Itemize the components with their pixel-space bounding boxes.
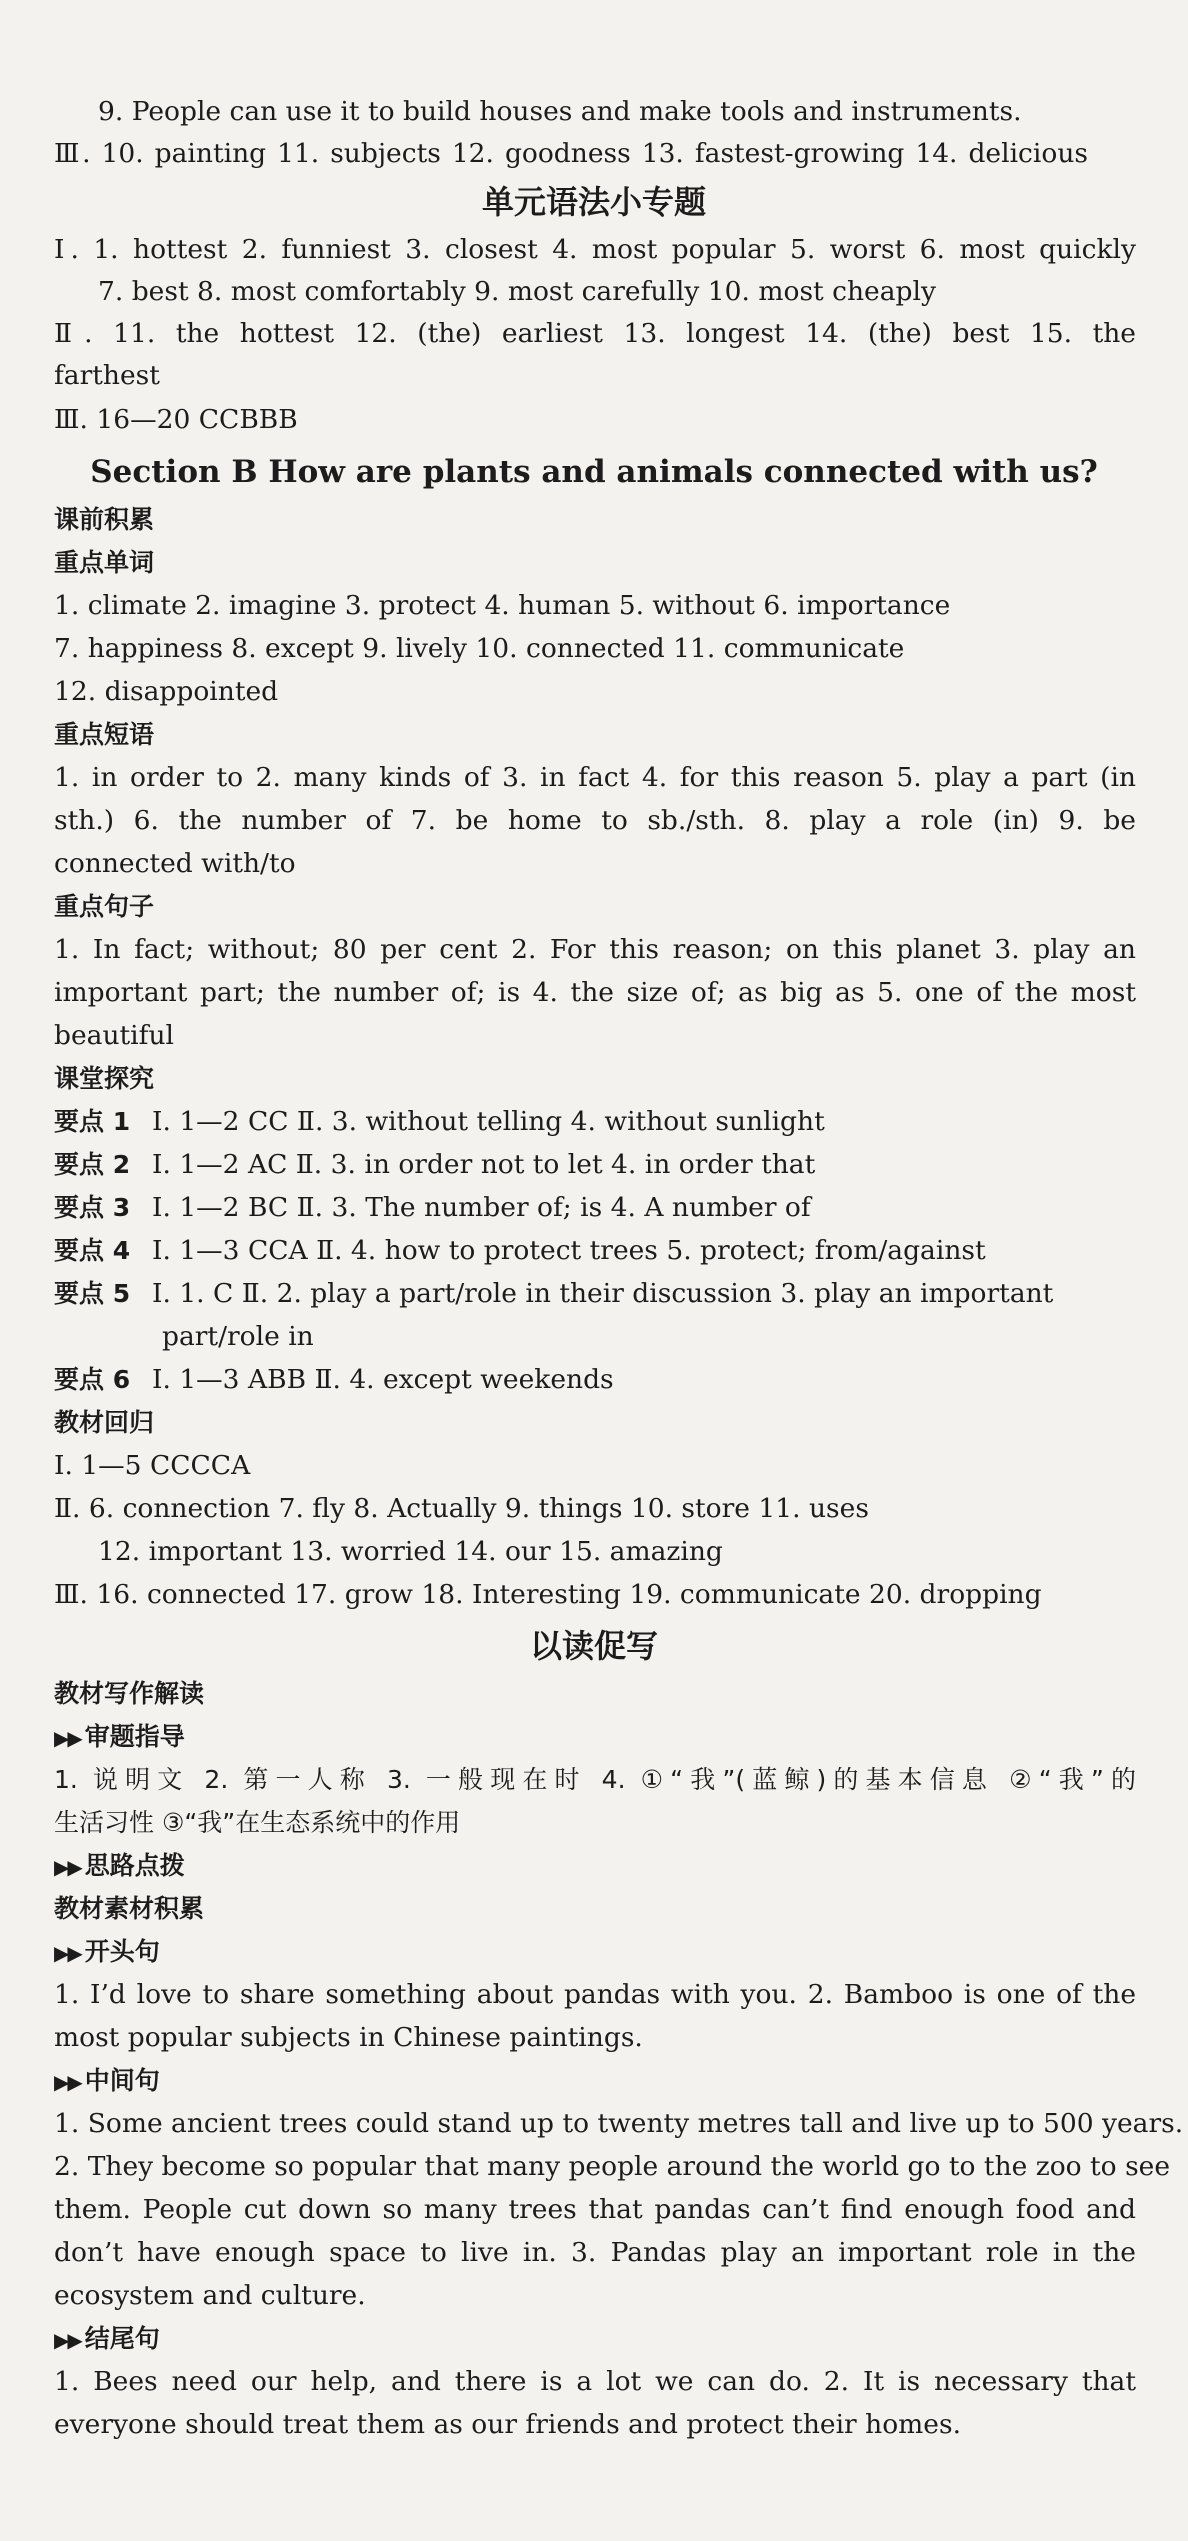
key-point-text: Ⅰ. 1—2 BC Ⅱ. 3. The number of; is 4. A number of [152, 1192, 811, 1223]
text-line: 12. important 13. worried 14. our 15. amazing [98, 1536, 723, 1567]
text-line: 1. climate 2. imagine 3. protect 4. human 5. without 6. importance [54, 590, 951, 621]
heading: ▶▶ 开头句 [54, 1937, 160, 1966]
key-point-label: 要点 3 [54, 1193, 131, 1222]
heading: ▶▶ 中间句 [54, 2066, 160, 2095]
key-point-label: 要点 6 [54, 1365, 131, 1394]
section-title: 以读促写 [529, 1627, 658, 1665]
text-line: Ⅲ. 16—20 CCBBB [54, 404, 298, 435]
key-point-label: 要点 4 [54, 1236, 131, 1265]
key-point-label: 要点 5 [54, 1279, 131, 1308]
text-line: 1. Some ancient trees could stand up to twenty metres tall and live up to 500 years. [54, 2108, 1184, 2139]
text-line: 1. 说明文 2. 第一人称 3. 一般现在时 4. ①“我”(蓝鲸)的基本信息 ②“我”的 [54, 1765, 1136, 1794]
key-point-row [54, 1274, 1136, 1314]
heading: 教材素材积累 [54, 1894, 205, 1923]
text-line: 7. best 8. most comfortably 9. most carefully 10. most cheaply [98, 276, 936, 307]
text-line: important part; the number of; is 4. the size of; as big as 5. one of the most [54, 977, 1136, 1008]
heading: 教材写作解读 [54, 1679, 205, 1708]
text-line: Ⅱ. 11. the hottest 12. (the) earliest 13. longest 14. (the) best 15. the [54, 318, 1136, 349]
heading: 课堂探究 [54, 1064, 155, 1093]
key-point-text: Ⅰ. 1—2 CC Ⅱ. 3. without telling 4. without sunlight [152, 1106, 825, 1137]
key-point-text: Ⅰ. 1. C Ⅱ. 2. play a part/role in their discussion 3. play an important [152, 1278, 1054, 1309]
key-point-text: Ⅰ. 1—2 AC Ⅱ. 3. in order not to let 4. in order that [152, 1149, 816, 1180]
text-line: part/role in [162, 1321, 314, 1352]
text-line: Ⅲ. 16. connected 17. grow 18. Interesting 19. communicate 20. dropping [54, 1579, 1042, 1610]
heading: ▶▶ 思路点拨 [54, 1851, 185, 1880]
text-line: 12. disappointed [54, 676, 279, 707]
text-line: Ⅱ. 6. connection 7. fly 8. Actually 9. things 10. store 11. uses [54, 1493, 869, 1524]
section-title: Section B How are plants and animals connected with us? [90, 454, 1098, 490]
text-line: Ⅲ. 10. painting 11. subjects 12. goodness 13. fastest-growing 14. delicious [54, 138, 1088, 169]
text-line: 2. They become so popular that many people around the world go to the zoo to see [54, 2151, 1171, 2182]
text-line: 1. In fact; without; 80 per cent 2. For this reason; on this planet 3. play an [54, 934, 1136, 965]
text-line: sth.) 6. the number of 7. be home to sb./sth. 8. play a role (in) 9. be [54, 805, 1136, 836]
section-title: 单元语法小专题 [481, 183, 706, 221]
text-line: 1. Bees need our help, and there is a lot we can do. 2. It is necessary that [54, 2366, 1136, 2397]
text-line: farthest [54, 360, 160, 391]
heading: 课前积累 [54, 505, 155, 534]
play-arrows-icon: ▶▶ [54, 1855, 81, 1879]
key-point-text: Ⅰ. 1—3 ABB Ⅱ. 4. except weekends [152, 1364, 614, 1395]
play-arrows-icon: ▶▶ [54, 2328, 81, 2352]
text-line: 9. People can use it to build houses and make tools and instruments. [98, 96, 1022, 127]
heading: ▶▶ 结尾句 [54, 2324, 160, 2353]
text-line: Ⅰ. 1. hottest 2. funniest 3. closest 4. most popular 5. worst 6. most quickly [54, 234, 1136, 265]
heading: 重点句子 [54, 892, 155, 921]
key-point-text: Ⅰ. 1—3 CCA Ⅱ. 4. how to protect trees 5. protect; from/against [152, 1235, 986, 1266]
key-point-row [54, 1188, 1136, 1228]
heading: 重点短语 [54, 720, 155, 749]
key-point-row [54, 1231, 1136, 1271]
text-line: connected with/to [54, 848, 296, 879]
text-line: most popular subjects in Chinese paintings. [54, 2022, 643, 2053]
text-line: Ⅰ. 1—5 CCCCA [54, 1450, 251, 1481]
text-line: don’t have enough space to live in. 3. Pandas play an important role in the [54, 2237, 1136, 2268]
play-arrows-icon: ▶▶ [54, 2070, 81, 2094]
heading: 重点单词 [54, 548, 155, 577]
text-line: 1. in order to 2. many kinds of 3. in fact 4. for this reason 5. play a part (in [54, 762, 1136, 793]
play-arrows-icon: ▶▶ [54, 1726, 81, 1750]
text-line: ecosystem and culture. [54, 2280, 366, 2311]
key-point-label: 要点 2 [54, 1150, 131, 1179]
key-point-row [54, 1145, 1136, 1185]
play-arrows-icon: ▶▶ [54, 1941, 81, 1965]
text-line: beautiful [54, 1020, 174, 1051]
text-line: 7. happiness 8. except 9. lively 10. connected 11. communicate [54, 633, 905, 664]
text-line: them. People cut down so many trees that pandas can’t find enough food and [54, 2194, 1136, 2225]
text-line: 生活习性 ③“我”在生态系统中的作用 [54, 1808, 461, 1837]
key-point-label: 要点 1 [54, 1107, 131, 1136]
text-line: everyone should treat them as our friends and protect their homes. [54, 2409, 962, 2440]
key-point-row [54, 1360, 1136, 1400]
text-line: 1. I’d love to share something about pandas with you. 2. Bamboo is one of the [54, 1979, 1136, 2010]
key-point-row [54, 1102, 1136, 1142]
heading: 教材回归 [54, 1408, 155, 1437]
heading: ▶▶ 审题指导 [54, 1722, 185, 1751]
